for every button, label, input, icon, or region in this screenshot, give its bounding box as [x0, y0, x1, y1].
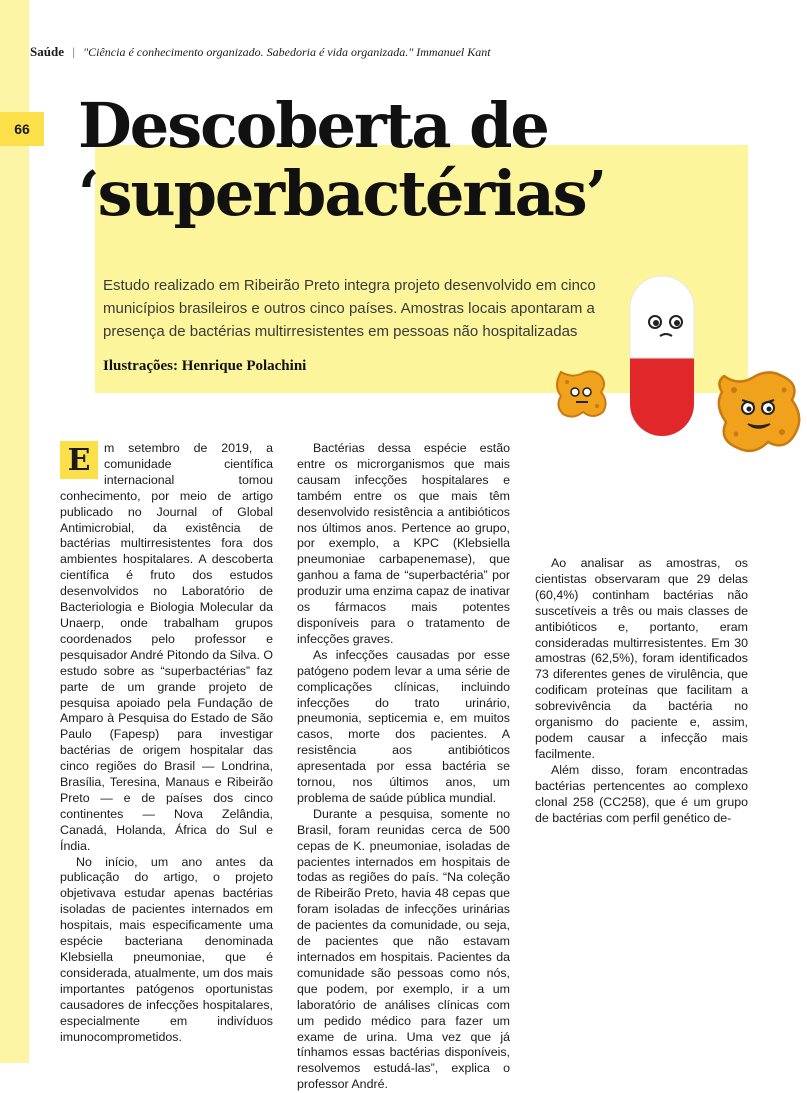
paragraph: Durante a pesquisa, somente no Brasil, foram reunidas cerca de 500 cepas de K. pneumoniae, isoladas de pacientes internados em hospitais de todas as regiões do país. “Na coleção de Ribeirão Preto, havia 48 cepas que foram isoladas de infecções urinárias de pacientes da comunidade, ou seja, de pacientes que não estavam internados em hospitais. Pacientes da comunidade são pessoas como nós, que podem, por exemplo, ir a um laboratório de análises clínicas com um pedido médico para fazer um exame de urina. Uma vez que já tínhamos essas bactérias disponíveis, resolvemos estudá-las”, explica o professor André. — [297, 806, 510, 1092]
paragraph: Bactérias dessa espécie estão entre os microrganismos que mais causam infecções hospitalares e também entre os que mais têm desenvolvido resistência a antibióticos nos últimos anos. Pertence ao grupo, por exemplo, a KPC (Klebsiella pneumoniae carbapenemase), que ganhou a fama de “superbactéria” por produzir uma enzima capaz de inativar os fármacos mais potentes disponíveis para o tratamento de infecções graves. — [297, 441, 510, 646]
left-margin-strip — [0, 0, 29, 1063]
paragraph: Além disso, foram encontradas bactérias pertencentes ao complexo clonal 258 (CC258), que é um grupo de bactérias com perfil genético de- — [535, 762, 748, 825]
article-subtitle: Estudo realizado em Ribeirão Preto integra projeto desenvolvido em cinco municípios brasileiros e outros cinco países. Amostras locais apontaram a presença de bactérias multirresistentes em pessoas não hospitalizadas — [103, 277, 596, 340]
article-column-2 — [297, 441, 510, 1093]
illustration-credit: Ilustrações: Henrique Polachini — [103, 358, 307, 374]
paragraph: No início, um ano antes da publicação do artigo, o projeto objetivava estudar apenas bactérias isoladas de pacientes internados em hospitais, mais especificamente uma espécie bacteriana denominada Klebsiella pneumoniae, que é considerada, atualmente, um dos mais importantes patógenos oportunistas causadores de infecções hospitalares, especialmente em indivíduos imunocomprometidos. — [60, 854, 273, 1044]
small-bacteria-illustration — [551, 364, 613, 424]
paragraph: As infecções causadas por esse patógeno podem levar a uma série de complicações clínicas, incluindo infecções do trato urinário, pneumonia, septicemia e, em muitos casos, morte dos pacientes. A resistência aos antibióticos apresentada por essa bactéria se tornou, nos últimos anos, um problema de saúde pública mundial. — [297, 647, 510, 805]
title-line-2: ‘superbactérias’ — [78, 157, 606, 230]
pill-pupil-left — [653, 320, 659, 326]
large-bacteria-pupil-right — [767, 407, 772, 412]
paragraph-text: m setembro de 2019, a comunidade científica internacional tomou conhecimento, por meio de artigo publicado no Journal of Global Antimicrobial, da existência de bactérias multirresistentes fora dos ambientes hospitalares. A descoberta científica é fruto dos estudos desenvolvidos no Laboratório de Bacteriologia e Biologia Molecular da Unaerp, onde trabalham grupos coordenados pelo professor e pesquisador André Pitondo da Silva. O estudo sobre as “superbactérias” faz parte de um grande projeto de pesquisa apoiado pela Fundação de Amparo à Pesquisa do Estado de São Paulo (Fapesp) para investigar bactérias de origem hospitalar das cinco regiões do Brasil — Londrina, Brasília, Teresina, Manaus e Ribeirão Preto — e de países dos cinco continentes — Nova Zelândia, Canadá, Holanda, África do Sul e Índia. — [60, 441, 273, 853]
pill-top — [630, 276, 694, 358]
pill-character-illustration — [622, 270, 702, 442]
large-bacteria-body — [719, 372, 799, 450]
large-bacteria-spot — [782, 388, 787, 393]
article-column-1 — [60, 441, 273, 1045]
article-title — [78, 89, 758, 230]
article-column-3 — [535, 556, 748, 826]
small-bacteria-spot — [565, 380, 569, 384]
header-quote: "Ciência é conhecimento organizado. Sabedoria é vida organizada." Immanuel Kant — [83, 45, 491, 59]
pill-pupil-right — [674, 320, 680, 326]
paragraph — [60, 441, 273, 855]
small-bacteria-spot — [595, 404, 599, 408]
page-number: 66 — [0, 112, 44, 146]
large-bacteria-spot — [779, 429, 785, 435]
large-bacteria-spot — [731, 387, 737, 393]
small-bacteria-eye-left — [571, 388, 579, 396]
large-bacteria-spot — [734, 432, 739, 437]
large-bacteria-illustration — [712, 366, 807, 460]
running-header — [30, 44, 491, 60]
small-bacteria-eye-right — [583, 388, 591, 396]
drop-cap: E — [60, 441, 98, 479]
title-line-1: Descoberta de — [78, 89, 548, 162]
section-name: Saúde — [30, 44, 64, 59]
small-bacteria-body — [557, 371, 606, 416]
header-divider: | — [71, 45, 76, 59]
large-bacteria-pupil-left — [747, 407, 752, 412]
paragraph: Ao analisar as amostras, os cientistas observaram que 29 delas (60,4%) continham bactérias não suscetíveis a três ou mais classes de antibióticos e, portanto, eram consideradas multirresistentes. Em 30 amostras (62,5%), foram identificados 73 diferentes genes de virulência, que codificam proteínas que facilitam a sobrevivência da bactéria no organismo do paciente e, assim, podem causar a infecção mais facilmente. — [535, 556, 748, 761]
